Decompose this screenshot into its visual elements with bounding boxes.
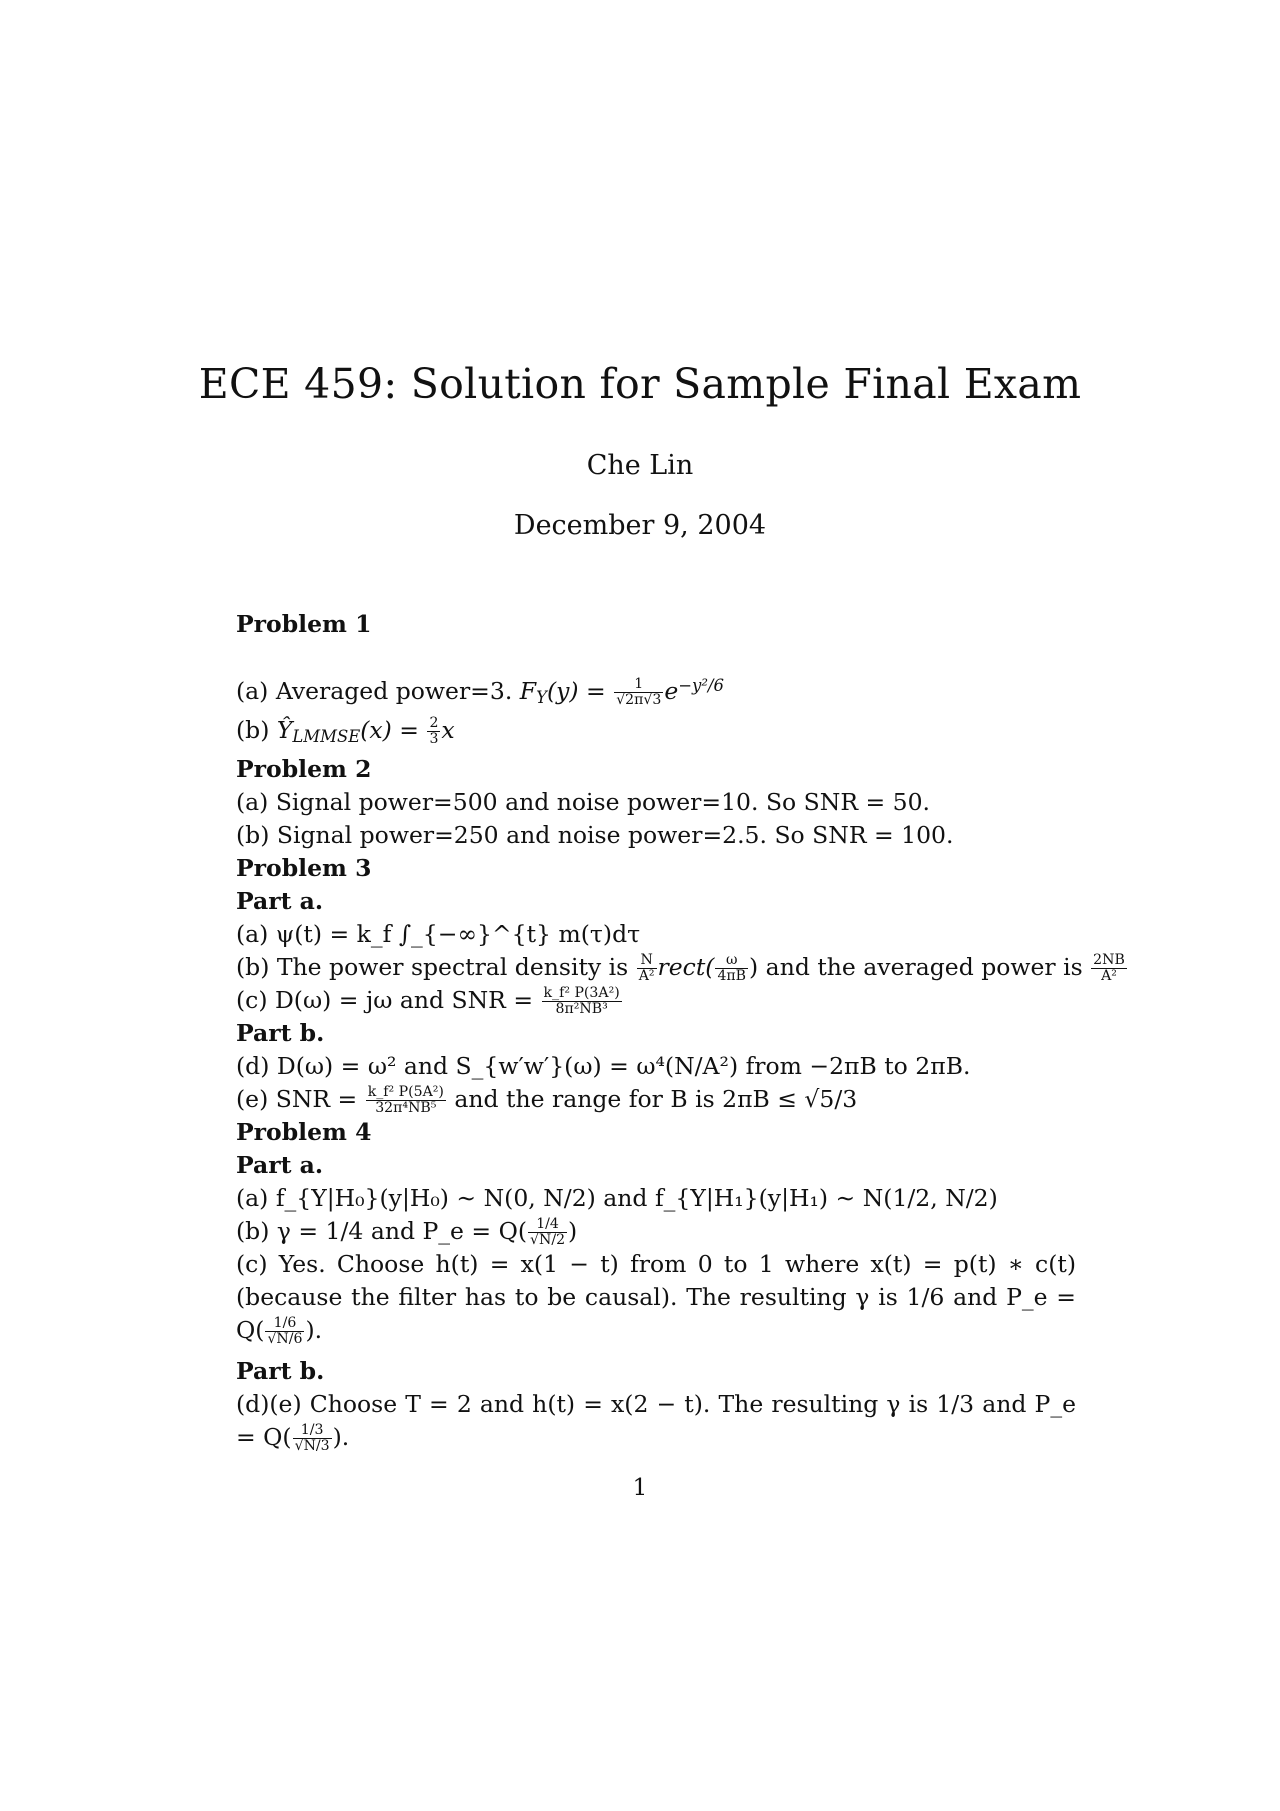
p3-e-prefix: (e) SNR =: [236, 1085, 365, 1113]
problem-3-b: [236, 951, 1125, 984]
p1-a-exponent: −y²/6: [678, 676, 724, 695]
p3-b-frac3-den: A²: [1101, 968, 1117, 984]
problem-4-a: (a) f_{Y|H₀}(y|H₀) ∼ N(0, N/2) and f_{Y|H₁}(y|H₁) ∼ N(1/2, N/2): [236, 1184, 998, 1212]
p1-a-lhs: F: [519, 677, 537, 705]
p1-b-lhs-arg: (x) =: [360, 716, 427, 744]
p1-b-frac-num: 2: [429, 715, 439, 732]
problem-2-a: (a) Signal power=500 and noise power=10. So SNR = 50.: [236, 788, 931, 816]
p3-e-tail: and the range for B is 2πB ≤ √5/3: [446, 1085, 858, 1113]
p4-de-fraction: [293, 1423, 332, 1454]
p3-e-frac-den: 32π⁴NB⁵: [375, 1100, 437, 1116]
p4-c-fraction: [265, 1316, 304, 1347]
problem-4-c: [236, 1248, 1076, 1347]
problem-2-heading: Problem 2: [236, 755, 372, 783]
p1-b-fraction: [427, 716, 440, 747]
problem-1-a: [236, 669, 1076, 714]
p1-b-lhs: Ŷ: [276, 716, 293, 744]
problem-3-c: [236, 984, 1076, 1017]
p4-c-frac-num: 1/6: [265, 1316, 304, 1332]
problem-2-b: (b) Signal power=250 and noise power=2.5. So SNR = 100.: [236, 821, 954, 849]
page-number: 1: [632, 1475, 648, 1501]
p3-b-mid: rect(: [657, 953, 715, 981]
problem-3-part-a: Part a.: [236, 887, 324, 915]
p1-a-exp-base: e: [664, 677, 679, 705]
p1-a-lhs-arg: (y) =: [546, 677, 614, 705]
p1-b-frac-den: 3: [429, 731, 439, 747]
p3-e-frac-num: k_f² P(5A²): [367, 1084, 444, 1101]
p4-de-tail: ).: [332, 1423, 350, 1451]
problem-4-de: [236, 1388, 1076, 1454]
problem-1-b: [236, 714, 1076, 753]
problem-4-heading: Problem 4: [236, 1118, 372, 1146]
p3-e-fraction: [366, 1085, 446, 1116]
p1-b-tail: x: [441, 716, 455, 744]
p3-b-frac1-num: N: [637, 953, 657, 969]
p3-b-frac2: [715, 953, 748, 984]
p4-c-frac-den: √N/6: [267, 1331, 303, 1347]
problem-3-a: (a) ψ(t) = k_f ∫_{−∞}^{t} m(τ)dτ: [236, 920, 641, 948]
p4-c-text: (c) Yes. Choose h(t) = x(1 − t) from 0 to 1 where x(t) = p(t) ∗ c(t) (because the filter has to be causal). The resulting γ is 1/6 and P_e = Q(: [236, 1250, 1076, 1344]
p1-b-prefix: (b): [236, 716, 277, 744]
p4-de-text: (d)(e) Choose T = 2 and h(t) = x(2 − t). The resulting γ is 1/3 and P_e = Q(: [236, 1390, 1076, 1451]
problem-4-part-a: Part a.: [236, 1151, 324, 1179]
p3-b-frac3: [1091, 953, 1127, 984]
p3-c-prefix: (c) D(ω) = jω and SNR =: [236, 986, 541, 1014]
p4-de-frac-den: √N/3: [294, 1438, 330, 1454]
p1-b-lhs-sub: LMMSE: [292, 727, 361, 746]
p3-b-frac1: [637, 953, 657, 984]
p1-a-prefix: (a) Averaged power=3.: [236, 677, 520, 705]
p3-b-frac3-num: 2NB: [1093, 952, 1125, 969]
problem-3-heading: Problem 3: [236, 854, 372, 882]
p1-a-frac-num: 1: [614, 677, 663, 693]
p4-c-tail: ).: [305, 1316, 323, 1344]
p3-b-frac2-num: ω: [715, 953, 748, 969]
problem-4-part-b: Part b.: [236, 1357, 325, 1385]
p4-b-tail: ): [568, 1217, 578, 1245]
p3-b-mid2: ) and the averaged power is: [749, 953, 1091, 981]
problem-4-b: [236, 1215, 1076, 1248]
p1-a-fraction: [614, 677, 663, 708]
p4-b-frac-den: √N/2: [530, 1232, 566, 1248]
p3-c-frac-num: k_f² P(3A²): [543, 985, 620, 1002]
p4-b-fraction: [528, 1217, 567, 1248]
problem-3-d: (d) D(ω) = ω² and S_{w′w′}(ω) = ω⁴(N/A²) from −2πB to 2πB.: [236, 1052, 971, 1080]
document-title: ECE 459: Solution for Sample Final Exam: [198, 360, 1082, 408]
p4-b-frac-num: 1/4: [528, 1217, 567, 1233]
problem-1-heading: Problem 1: [236, 610, 372, 638]
p3-c-fraction: [542, 986, 622, 1017]
p4-de-frac-num: 1/3: [293, 1423, 332, 1439]
p3-b-frac2-den: 4πB: [717, 968, 747, 984]
document-date: December 9, 2004: [513, 510, 767, 541]
document-author: Che Lin: [586, 450, 694, 481]
p1-a-lhs-sub: Y: [536, 688, 547, 707]
problem-3-e: [236, 1083, 1076, 1116]
problem-3-part-b: Part b.: [236, 1019, 325, 1047]
document-body: [236, 608, 1125, 1454]
p4-b-prefix: (b) γ = 1/4 and P_e = Q(: [236, 1217, 528, 1245]
p3-b-frac1-den: A²: [638, 968, 655, 984]
p3-c-frac-den: 8π²NB³: [555, 1001, 608, 1017]
p3-b-prefix: (b) The power spectral density is: [236, 953, 636, 981]
p1-a-frac-den: √2π√3: [616, 692, 662, 708]
